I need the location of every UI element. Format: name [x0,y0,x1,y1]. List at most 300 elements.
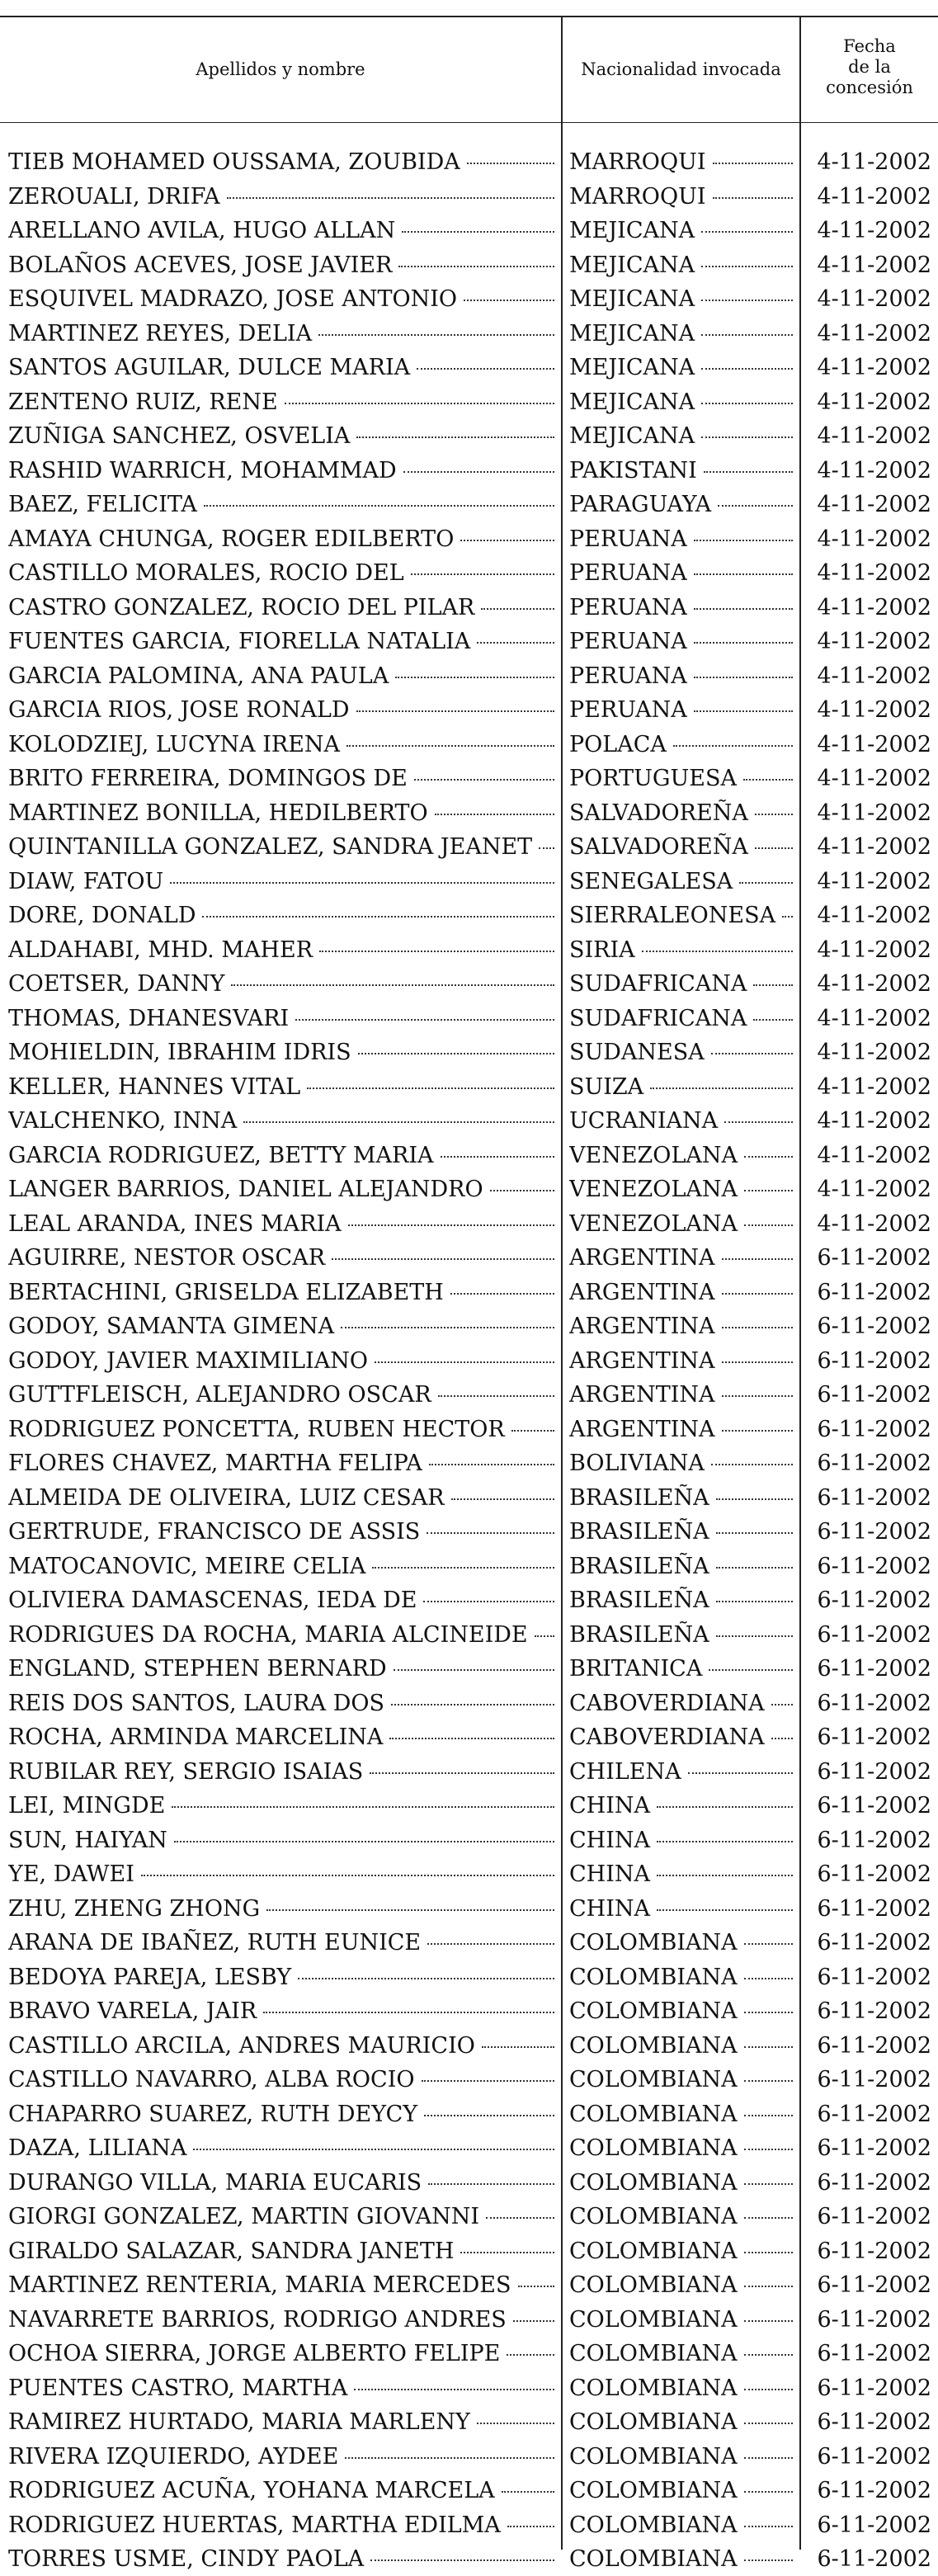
person-name: GIORGI GONZALEZ, MARTIN GIOVANNI [8,2204,480,2229]
name-cell [8,2063,558,2097]
person-name: COETSER, DANNY [8,971,225,997]
nationality-cell [569,351,796,385]
name-cell [8,1378,558,1412]
name-cell [8,1481,558,1515]
nationality: ARGENTINA [569,1416,715,1442]
dot-leader [713,196,794,199]
nationality: COLOMBIANA [569,2478,738,2503]
person-name: PUENTES CASTRO, MARTHA [8,2375,348,2401]
grant-date: 4-11-2002 [817,1073,931,1100]
dot-leader [771,1737,793,1739]
nationality-cell [569,2508,796,2542]
dot-leader [507,2525,554,2527]
person-name: RASHID WARRICH, MOHAMMAD [8,457,397,484]
nationality-cell [569,1207,796,1241]
grant-date: 6-11-2002 [817,1656,931,1682]
name-cell [8,1139,558,1172]
dot-leader [722,1429,793,1432]
grant-date: 4-11-2002 [817,697,931,723]
table-row [0,1960,938,1994]
person-name: YE, DAWEI [8,1861,134,1887]
grant-date: 4-11-2002 [817,868,931,894]
dot-leader [391,1703,554,1706]
table-row [0,2508,938,2542]
name-cell [8,488,558,521]
person-name: DAZA, LILIANA [8,2135,187,2161]
nationality: PERUANA [569,629,687,654]
grant-date: 6-11-2002 [817,1314,931,1339]
grant-date: 6-11-2002 [817,2409,931,2435]
dot-leader [718,504,793,507]
table-row [0,282,938,316]
nationality-cell [569,419,796,453]
nationality: COLOMBIANA [569,2306,738,2333]
table-row [0,591,938,625]
table-row [0,865,938,899]
dot-leader [427,1942,554,1945]
nationality: BRASILEÑA [569,1553,709,1579]
person-name: BRITO FERREIRA, DOMINGOS DE [8,766,408,791]
person-name: LEI, MINGDE [8,1793,166,1819]
nationality: BRITANICA [569,1656,703,1682]
dot-leader [694,539,793,541]
person-name: GUTTFLEISCH, ALEJANDRO OSCAR [8,1382,431,1408]
dot-leader [650,1087,793,1089]
nationality-cell [569,1755,796,1789]
grant-date: 6-11-2002 [817,2272,931,2298]
table-row [0,830,938,864]
grant-date: 4-11-2002 [817,286,931,312]
grant-date: 6-11-2002 [817,2341,931,2366]
name-cell [8,1550,558,1583]
dot-leader [481,607,554,610]
table-row [0,2097,938,2131]
dot-leader [172,1805,554,1808]
grant-date: 4-11-2002 [817,766,931,791]
table-row [0,2371,938,2405]
nationality: MARROQUI [569,183,706,210]
grant-date: 6-11-2002 [817,2306,931,2333]
dot-leader [744,2388,793,2390]
name-cell [8,1618,558,1652]
table-row [0,1515,938,1549]
name-cell [8,1892,558,1926]
nationality-cell [569,2097,796,2131]
name-cell [8,1446,558,1480]
person-name: KELLER, HANNES VITAL [8,1073,301,1100]
dot-leader [701,436,793,438]
header-date-line-3: concesión [826,78,913,97]
dot-leader [370,1772,554,1774]
person-name: ZENTENO RUIZ, RENE [8,389,278,415]
dot-leader [477,2422,554,2424]
grant-date: 6-11-2002 [817,1553,931,1579]
nationality: MEJICANA [569,252,695,278]
nationality-cell [569,214,796,248]
table-row [0,522,938,556]
person-name: GARCIA RODRIGUEZ, BETTY MARIA [8,1142,434,1168]
dot-leader [389,1737,554,1739]
nationality: BRASILEÑA [569,1519,709,1545]
person-name: BERTACHINI, GRISELDA ELIZABETH [8,1279,444,1305]
nationality-cell [569,2131,796,2165]
header-date-line-2: de la [848,57,891,77]
table-row [0,180,938,214]
dot-leader [722,1292,793,1295]
dot-leader [441,1155,554,1158]
grant-date: 4-11-2002 [817,971,931,997]
nationality: CHINA [569,1895,650,1922]
dot-leader [356,436,554,438]
grant-date: 6-11-2002 [817,1484,931,1511]
person-name: MARTINEZ RENTERIA, MARIA MERCEDES [8,2272,511,2298]
nationality-cell [569,1344,796,1378]
name-cell [8,1036,558,1069]
nationality-cell [569,1892,796,1926]
nationality-cell [569,1002,796,1036]
nationality: SALVADOREÑA [569,834,748,860]
person-name: CASTILLO NAVARRO, ALBA ROCIO [8,2067,415,2092]
dot-leader [657,1805,793,1808]
dot-leader [356,710,554,712]
name-cell [8,282,558,316]
dot-leader [744,2490,793,2493]
nationality: COLOMBIANA [569,2169,738,2196]
nationality-cell [569,2063,796,2097]
dot-leader [722,1361,793,1363]
grant-date: 4-11-2002 [817,594,931,620]
nationality: SIERRALEONESA [569,903,776,928]
table-row [0,1618,938,1652]
nationality: PERUANA [569,560,687,586]
nationality: MEJICANA [569,423,695,449]
nationality: COLOMBIANA [569,2101,738,2127]
dot-leader [722,1326,793,1328]
person-name: ARANA DE IBAÑEZ, RUTH EUNICE [8,1930,422,1956]
dot-leader [744,2148,793,2150]
nationality: COLOMBIANA [569,2546,738,2572]
person-name: ALDAHABI, MHD. MAHER [8,937,313,963]
nationality: CABOVERDIANA [569,1690,765,1716]
table-row [0,556,938,590]
nationality: COLOMBIANA [569,2032,738,2059]
person-name: GARCIA PALOMINA, ANA PAULA [8,663,389,689]
dot-leader [170,881,554,884]
person-name: DORE, DONALD [8,903,196,928]
nationality: POLACA [569,731,667,757]
nationality-cell [569,248,796,282]
name-cell [8,2440,558,2474]
dot-leader [464,299,554,301]
name-cell [8,1344,558,1378]
name-cell [8,1789,558,1823]
person-name: GODOY, SAMANTA GIMENA [8,1314,335,1339]
table-row [0,1309,938,1343]
nationality: MEJICANA [569,218,695,243]
grant-date: 6-11-2002 [817,1827,931,1853]
nationality: MEJICANA [569,286,695,312]
table-row [0,1857,938,1891]
nationality: PERUANA [569,594,687,620]
nationality: BRASILEÑA [569,1484,709,1511]
dot-leader [502,2490,554,2493]
nationality: SUDAFRICANA [569,1005,747,1031]
table-row [0,762,938,795]
person-name: DURANGO VILLA, MARIA EUCARIS [8,2169,422,2196]
dot-leader [744,2114,793,2116]
dot-leader [423,1600,554,1602]
name-cell [8,1309,558,1343]
nationality: ARGENTINA [569,1245,715,1271]
name-cell [8,2097,558,2131]
nationality-cell [569,1446,796,1480]
nationality-cell [569,1276,796,1309]
dot-leader [467,162,554,164]
nationality-cell [569,1515,796,1549]
dot-leader [438,1394,554,1397]
nationality-cell [569,1413,796,1446]
dot-leader [744,1942,793,1945]
name-cell [8,1172,558,1206]
grant-date: 6-11-2002 [817,1758,931,1785]
person-name: MARTINEZ REYES, DELIA [8,320,313,347]
name-cell [8,2542,558,2576]
dot-leader [375,1361,554,1363]
table-row [0,1104,938,1138]
table-row [0,1036,938,1069]
dot-leader [753,1018,793,1021]
nationality: CHILENA [569,1758,681,1785]
name-cell [8,1687,558,1720]
dot-leader [744,2079,793,2082]
table-row [0,1344,938,1378]
name-cell [8,2166,558,2200]
name-cell [8,454,558,488]
table-row [0,2303,938,2337]
grant-date: 6-11-2002 [817,2067,931,2092]
dot-leader [724,1121,793,1123]
nationality-cell [569,1652,796,1686]
dot-leader [141,1874,554,1876]
nationality: VENEZOLANA [569,1210,738,1237]
grant-date: 6-11-2002 [817,2204,931,2229]
person-name: GERTRUDE, FRANCISCO DE ASSIS [8,1519,421,1545]
dot-leader [482,2045,554,2048]
nationality: SUDANESA [569,1040,705,1065]
header-date-line-1: Fecha [843,36,896,56]
grant-date: 6-11-2002 [817,2512,931,2538]
nationality: CHINA [569,1793,650,1819]
dot-leader [345,2456,554,2459]
nationality-cell [569,899,796,932]
name-cell [8,419,558,453]
name-cell [8,1652,558,1686]
table-row [0,1276,938,1309]
nationality: BRASILEÑA [569,1588,709,1613]
dot-leader [744,1155,793,1158]
grant-date: 4-11-2002 [817,1142,931,1168]
table-row [0,1823,938,1857]
dot-leader [450,1292,554,1295]
person-name: SUN, HAIYAN [8,1827,167,1853]
dot-leader [424,2114,554,2116]
grant-date: 4-11-2002 [817,1108,931,1134]
nationality: ARGENTINA [569,1382,715,1408]
person-name: CASTRO GONZALEZ, ROCIO DEL PILAR [8,594,475,620]
name-cell [8,1994,558,2028]
table-row [0,1413,938,1446]
grant-date: 4-11-2002 [817,457,931,484]
person-name: ZEROUALI, DRIFA [8,183,220,210]
name-cell [8,2405,558,2439]
dot-leader [227,196,554,199]
dot-leader [709,1668,793,1671]
name-cell [8,2337,558,2371]
name-cell [8,1823,558,1857]
nationality: PERUANA [569,697,687,723]
grant-date: 6-11-2002 [817,1724,931,1750]
table-row [0,1378,938,1412]
grant-date: 6-11-2002 [817,1998,931,2024]
nationality: UCRANIANA [569,1108,719,1134]
person-name: REIS DOS SANTOS, LAURA DOS [8,1690,384,1716]
dot-leader [701,265,793,267]
nationality: CABOVERDIANA [569,1724,765,1750]
name-cell [8,2131,558,2165]
dot-leader [511,1429,554,1432]
nationality: MEJICANA [569,355,695,380]
name-cell [8,145,558,179]
nationality-cell [569,625,796,658]
nationality: ARGENTINA [569,1314,715,1339]
dot-leader [657,1874,793,1876]
dot-leader [535,1635,554,1637]
nationality-cell [569,1926,796,1960]
dot-leader [694,676,793,678]
dot-leader [319,950,554,952]
person-name: ARELLANO AVILA, HUGO ALLAN [8,218,396,243]
table-row [0,1002,938,1036]
dot-leader [451,1498,554,1500]
nationality: CHINA [569,1827,650,1853]
grant-date: 4-11-2002 [817,218,931,243]
nationality: COLOMBIANA [569,1964,738,1990]
name-cell [8,2474,558,2508]
nationality: VENEZOLANA [569,1142,738,1168]
dot-leader [688,1772,793,1774]
dot-leader [460,539,554,541]
table-row [0,967,938,1001]
name-cell [8,214,558,248]
grant-date: 4-11-2002 [817,149,931,175]
table-row [0,1172,938,1206]
grant-date: 6-11-2002 [817,1451,931,1476]
dot-leader [428,2182,554,2185]
nationality-cell [569,1618,796,1652]
dot-leader [348,1224,554,1226]
nationality-cell [569,556,796,590]
nationality: COLOMBIANA [569,1998,738,2024]
name-cell [8,1720,558,1754]
dot-leader [755,813,793,815]
dot-leader [711,1052,793,1054]
nationality-cell [569,1960,796,1994]
dot-leader [713,162,794,164]
nationality-cell [569,1720,796,1754]
dot-leader [744,2422,793,2424]
nationality-cell [569,728,796,762]
dot-leader [744,2559,793,2561]
dot-leader [193,2148,554,2150]
grant-date: 4-11-2002 [817,834,931,860]
nationality-cell [569,488,796,521]
nationality: PARAGUAYA [569,492,712,517]
dot-leader [422,2079,555,2082]
person-name: CHAPARRO SUAREZ, RUTH DEYCY [8,2101,418,2127]
name-cell [8,1104,558,1138]
dot-leader [744,2182,793,2185]
nationality: COLOMBIANA [569,2375,738,2401]
table-row [0,145,938,179]
name-cell [8,1241,558,1275]
dot-leader [739,881,793,884]
person-name: BOLAÑOS ACEVES, JOSE JAVIER [8,252,393,278]
person-name: BAEZ, FELICITA [8,492,197,517]
nationality-cell [569,2200,796,2234]
person-name: RIVERA IZQUIERDO, AYDEE [8,2443,339,2470]
nationality-cell [569,1104,796,1138]
dot-leader [744,2525,793,2527]
nationality-cell [569,1378,796,1412]
dot-leader [518,2285,554,2287]
name-cell [8,762,558,795]
person-name: VALCHENKO, INNA [8,1108,238,1134]
table-row [0,214,938,248]
table-row [0,899,938,932]
dot-leader [411,573,554,575]
nationality: ARGENTINA [569,1347,715,1374]
name-cell [8,2371,558,2405]
header-name-column: Apellidos y nombre [196,59,365,79]
person-name: LANGER BARRIOS, DANIEL ALEJANDRO [8,1177,483,1202]
name-cell [8,933,558,967]
nationality: COLOMBIANA [569,2409,738,2435]
person-name: GIRALDO SALAZAR, SANDRA JANETH [8,2238,455,2264]
name-cell [8,1207,558,1241]
dot-leader [429,1463,554,1465]
name-cell [8,728,558,762]
nationality: PERUANA [569,663,687,689]
dot-leader [704,470,793,473]
name-cell [8,1960,558,1994]
person-name: ESQUIVEL MADRAZO, JOSE ANTONIO [8,286,458,312]
table-row [0,625,938,658]
dot-leader [341,1326,554,1328]
table-row [0,1139,938,1172]
dot-leader [460,2251,554,2253]
nationality-cell [569,796,796,830]
nationality-cell [569,1309,796,1343]
grant-date: 4-11-2002 [817,1005,931,1031]
nationality-cell [569,2542,796,2576]
grant-date: 4-11-2002 [817,526,931,552]
nationality: COLOMBIANA [569,2238,738,2264]
table-row [0,1207,938,1241]
table-row [0,317,938,351]
grant-date: 6-11-2002 [817,2135,931,2161]
nationality: PERUANA [569,526,687,552]
person-name: OCHOA SIERRA, JORGE ALBERTO FELIPE [8,2341,501,2366]
